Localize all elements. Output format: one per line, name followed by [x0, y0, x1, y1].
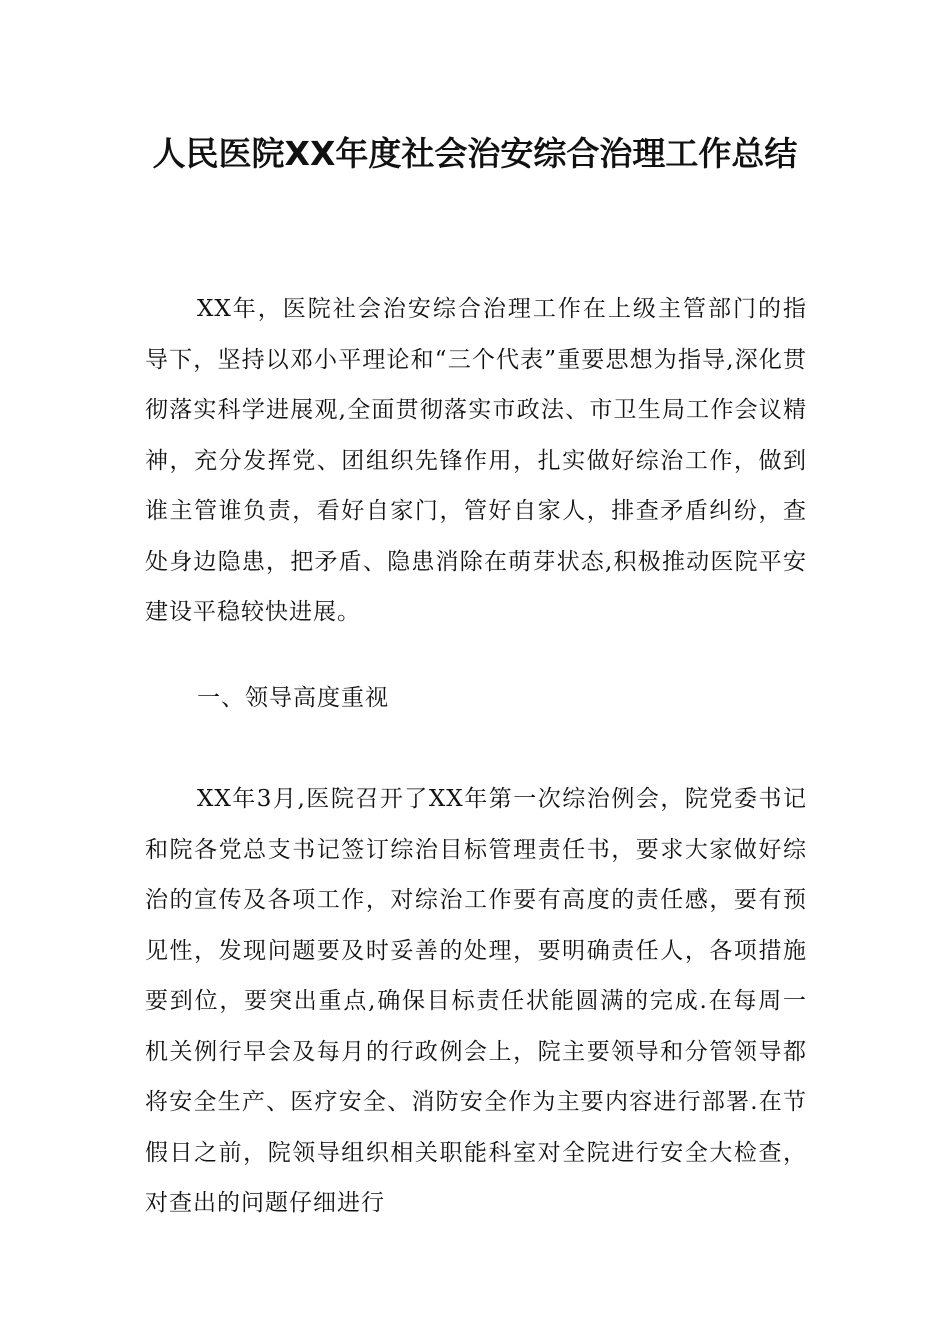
section-heading: 一、领导高度重视	[197, 685, 389, 711]
paragraph-section-one: XX年3月,医院召开了XX年第一次综治例会，院党委书记和院各党总支书记签订综治目标管理责任书，要求大家做好综治的宣传及各项工作，对综治工作要有高度的责任感，要有预见性，发现问题要及时妥善的处理，要明确责任人，各项措施要到位，要突出重点,确保目标责任状能圆满的完成.在每周一机关例行早会及每月的行政例会上，院主要领导和分管领导都将安全生产、医疗安全、消防安全作为主要内容进行部署.在节假日之前，院领导组织相关职能科室对全院进行安全大检查，对查出的问题仔细进行	[145, 786, 807, 1216]
paragraph-intro: XX年，医院社会治安综合治理工作在上级主管部门的指导下，坚持以邓小平理论和“三个代表”重要思想为指导,深化贯彻落实科学进展观,全面贯彻落实市政法、市卫生局工作会议精神，充分发挥党、团组织先锋作用，扎实做好综治工作，做到谁主管谁负责，看好自家门，管好自家人，排查矛盾纠纷，查处身边隐患，把矛盾、隐患消除在萌芽状态,积极推动医院平安建设平稳较快进展。	[145, 296, 807, 625]
document-title: 人民医院XX年度社会治安综合治理工作总结	[152, 134, 798, 173]
